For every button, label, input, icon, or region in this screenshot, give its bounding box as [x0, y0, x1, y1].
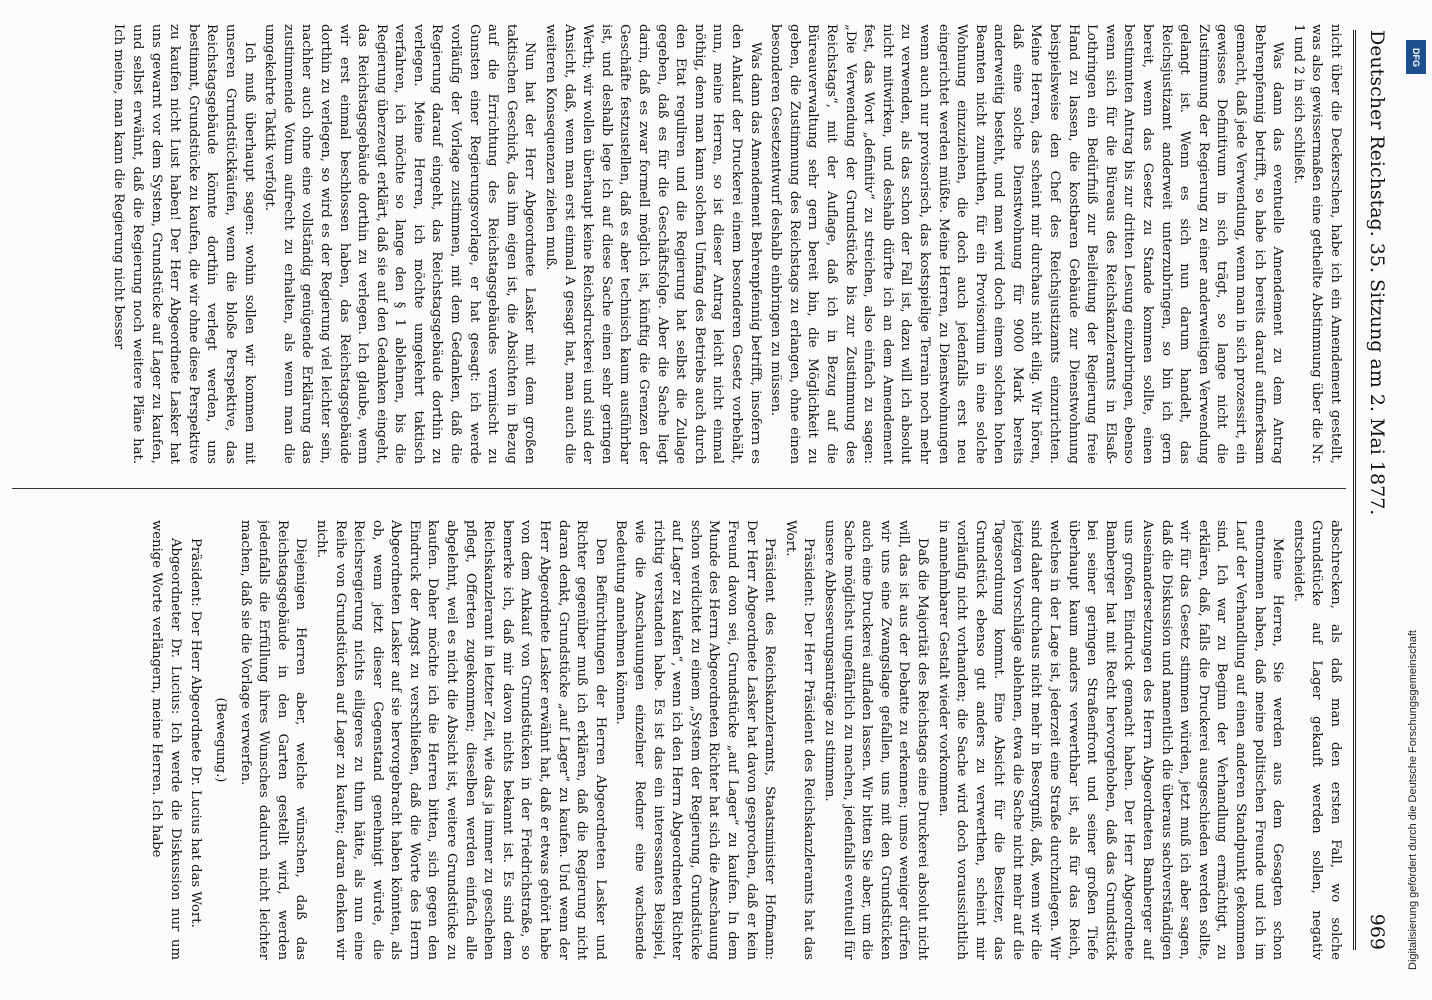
paragraph: abschrecken, als daß man den ersten Fall, wo solche Grundstücke auf Lager gekauft werden sollen, negativ entscheidet.: [1290, 520, 1343, 960]
dfg-logo: DFG: [1406, 40, 1426, 74]
paragraph: Daß die Majorität des Reichstags eine Druckerei absolut nicht will, das ist aus der Debatte zu erkennen; umso weniger dürfen wir uns eine Zwangslage gefallen, uns mit den Grundstücken auch eine Druckerei aufladen lassen. Wir bitten Sie aber, um die Sache möglichst ungefährlich zu machen, jedenfalls eventuell für unsere Abbesserungsanträge zu stimmen.: [821, 520, 930, 960]
paragraph: Meine Herren, Sie werden aus dem Gesagten schon entnommen haben, daß meine politischen Freunde und ich im Lauf der Verhandlung auf einen anderen Standpunkt gekommen sind. Ich war zu Beginn der Verhandlung ermächtigt, zu erklären, daß, falls die Druckerei ausgeschieden werden sollte, wir für das Gesetz stimmen würden, jetzt muß ich aber sagen, daß die Diskussion und namentlich die überaus sachverständigen Auseinandersetzungen des Herrn Abgeordneten Bamberger auf uns großen Eindruck gemacht haben. Der Herr Abgeordnete Bamberger hat mit Recht hervorgehoben, daß das Grundstück bei seiner geringen Straßenfront und seiner großen Tiefe überhaupt kaum anders verwerthbar ist, als für das Reich, welches in der Lage ist, jederzeit eine Straße durchzulegen. Wir sind daher durchaus nicht mehr in Besorgniß, daß, wenn wir die jetzigen Vorschläge ablehnen, etwa die Sache nicht mehr auf die Tagesordnung kommt. Eine Absicht für die Besitzer, das Grundstück ebenso gut anders zu verwerthen, scheint mir vorläufig nicht vorhanden; die Sache wird doch voraussichtlich in annehmbarer Gestalt wieder vorkommen.: [935, 520, 1286, 960]
right-column: [10, 520, 1344, 960]
paragraph: Ich muß überhaupt sagen: wohin sollen wir kommen mit unseren Grundstückkäufen, wenn die bloße Perspektive, das Reichstagsgebäude könnte dorthin verlegt werden, uns bestimmt, Grundstücke zu kaufen, die wir ohne diese Perspektive zu kaufen nicht Lust haben! Der Herr Abgeordnete Lasker hat uns gewarnt vor dem System, Grundstücke auf Lager zu kaufen, und selbst erwähnt, daß die Regierung noch weitere Pläne hat. Ich meine, man kann die Regierung nicht besser: [111, 24, 257, 464]
left-column: [10, 24, 1344, 464]
paragraph: Nun hat der Herr Abgeordnete Lasker mit dem großen taktischen Geschick, das ihm eigen ist, die Absichten in Bezug auf die Errichtung des Reichstagsgebäudes vermischt zu Gunsten einer Regierungsvorlage, er hat gesagt: ich werde vorläufig der Vorlage zustimmen, mit dem Gedanken, daß die Regierung darauf eingeht, das Reichstagsgebäude dorthin zu verlegen. Meine Herren, ich möchte umgekehrt taktisch verfahren, ich möchte so lange den § 1 ablehnen, bis die Regierung überzeugt erklärt, daß sie auf den Gedanken eingeht, das Reichstagsgebäude dorthin zu verlegen. Ich glaube, wenn wir erst einmal beschlossen haben, das Reichstagsgebäude dorthin zu verlegen, so wird es der Regierung viel leichter sein, nachher auch ohne eine vollständig genügende Erklärung das zustimmende Votum aufrecht zu erhalten, als wenn man die umgekehrte Taktik verfolgt.: [262, 24, 538, 464]
speaker-paragraph: Präsident: Der Herr Präsident des Reichskanzleramts hat das Wort.: [782, 520, 817, 960]
paragraph: Den Befürchtungen der Herren Abgeordneten Lasker und Richter gegenüber muß ich erklären, daß die Regierung nicht daran denkt, Grundstücke „auf Lager“ zu kaufen. Und wenn der Herr Abgeordnete Lasker erwähnt hat, daß er etwas gehört habe von dem Ankauf von Grundstücken in der Friedrichstraße, so bemerke ich, daß mir davon nichts bekannt ist. Es sind dem Reichskanzleramt in letzter Zeit, wie das ja immer zu geschehen pflegt, Offerten zugekommen; dieselben werden einfach alle abgelehnt, weil es nicht die Absicht ist, weitere Grundstücke zu kaufen. Daher möchte ich die Herren bitten, sich gegen den Eindruck der Angst zu verschließen, daß die Worte des Herrn Abgeordneten Lasker auf sie hervorgebracht haben könnten, als ob, wenn jetzt dieser Gegenstand genehmigt würde, die Reichsregierung nichts eiligeres zu thun hätte, als nun eine Reihe von Grundstücken auf Lager zu kaufen; daran denken wir nicht.: [313, 520, 608, 960]
stage-direction: (Bewegung.): [212, 697, 228, 783]
funding-note: [1404, 40, 1428, 980]
speaker-paragraph: Abgeordneter Dr. Lucius: Ich werde die Diskussion nur um wenige Worte verlängern, meine Herren. Ich habe: [149, 520, 183, 960]
paragraph: Diejenigen Herren aber, welche wünschen, daß das Reichstagsgebäude in den Garten gestellt wird, werden jedenfalls die Erfüllung ihres Wunsches dadurch nicht leichter machen, daß sie die Vorlage verwerfen.: [237, 520, 309, 960]
paragraph: Was dann das Amendement Behrenpfennig betrifft, insofern es den Ankauf der Druckerei einem besonderen Gesetz vorbehält, nun, meine Herren, so ist dieser Antrag leicht nicht einmal nöthig, denn man kann solchen Umfang des Betriebs auch durch den Etat reguliren und die Regierung hat selbst die Zulage gegeben, daß es für die Geschäftsfolge. Aber die Sache liegt darin, daß es zwar formell möglich ist, künftig die Grenzen der Geschäfte festzustellen, daß es aber technisch kaum ausführbar ist, und deshalb lege ich auf diese Sache einen sehr geringen Werth; wir wollen überhaupt keine Reichsdruckerei und sind der Ansicht, daß, wenn man erst einmal A gesagt hat, man auch die weiteren Konsequenzen ziehen muß.: [543, 24, 763, 464]
speaker-paragraph: Präsident des Reichskanzleramts, Staatsminister Hofmann: Der Herr Abgeordnete Lasker hat davon gesprochen, daß er kein Freund davon sei, Grundstücke „auf Lager“ zu kaufen. In dem Munde des Herrn Abgeordneten Richter hat sich die Anschauung schon verdichtet zu einem „System der Regierung, Grundstücke auf Lager zu kaufen“, wenn ich den Herrn Abgeordneten Richter richtig verstanden habe. Es ist das ein interessantes Beispiel, wie die Anschauungen einzelner Redner eine wachsende Bedeutung annehmen können.: [613, 520, 778, 960]
funding-note-text: Digitalisierung gefördert durch die Deutsche Forschungsgemeinschaft: [1407, 630, 1419, 970]
column-divider: [12, 488, 1346, 489]
page-header: [1353, 30, 1392, 950]
paragraph: nicht über die Deckerschen, habe ich ein Amendement gestellt, was also gewissermaßen eine getheilte Abstimmung über die Nr. 1 und 2 in sich schließt.: [1290, 24, 1343, 464]
page-number: 969: [1366, 913, 1388, 950]
paragraph: Was dann das eventuelle Amendement zu dem Antrag Behrenpfennig betrifft, so habe ich bereits darauf aufmerksam gemacht, daß jede Verwendung, wenn man in sich prozessirt, ein gewisses Definitivum in sich trägt, so lange nicht die Zustimmung der Regierung zu einer anderweitigen Verwendung gelangt ist. Wenn es sich nun darum handelt, das Reichsjustizamt anderweit unterzubringen, so bin ich gern bereit, wenn das Gesetz zu Stande kommen sollte, einen bestimmten Antrag bis zur dritten Lesung einzubringen, ebenso wenn sich für die Büreaus des Reichskanzleramts in Elsaß-Lothringen ein Bedürfniß zur Beileitung der Regierung freie Hand zu lassen, die kostbaren Gebäude zur Dienstwohnung beispielsweise den Chef des Reichsjustizamts einzurichten. Meine Herren, das scheint mir durchaus nicht eilig. Wir hören, daß eine solche Dienstwohnung für 9000 Mark bereits anderweitig besteht, und man wird doch einem solchen hohen Beamten nicht zumuthen, für ein Provisorium in eine solche Wohnung einzuziehen, die doch auch jedenfalls erst neu eingerichtet werden müßte. Meine Herren, zu Dienstwohnungen wenn auch nur provisorisch, das kostspielige Terrain noch mehr zu verwenden, als das schon der Fall ist, dazu will ich absolut nicht mitwirken, und deshalb dürfte ich an dem Amendement fest, das Wort „definitiv“ zu streichen, also einfach zu sagen: „Die Verwendung der Grundstücke bis zur Zustimmung des Reichstags“, mit der Auflage, daß ich in Bezug auf die Büreauverwaltung sehr gern bereit bin, die Möglichkeit zu geben, die Zustimmung des Reichstags zu erlangen, ohne einen besonderen Gesetzentwurf deshalb einbringen zu müssen.: [768, 24, 1286, 464]
speaker-paragraph: Präsident: Der Herr Abgeordnete Dr. Lucius hat das Wort.: [188, 538, 204, 928]
header-title: Deutscher Reichstag. 35. Sitzung am 2. Mai 1877.: [1366, 30, 1388, 516]
